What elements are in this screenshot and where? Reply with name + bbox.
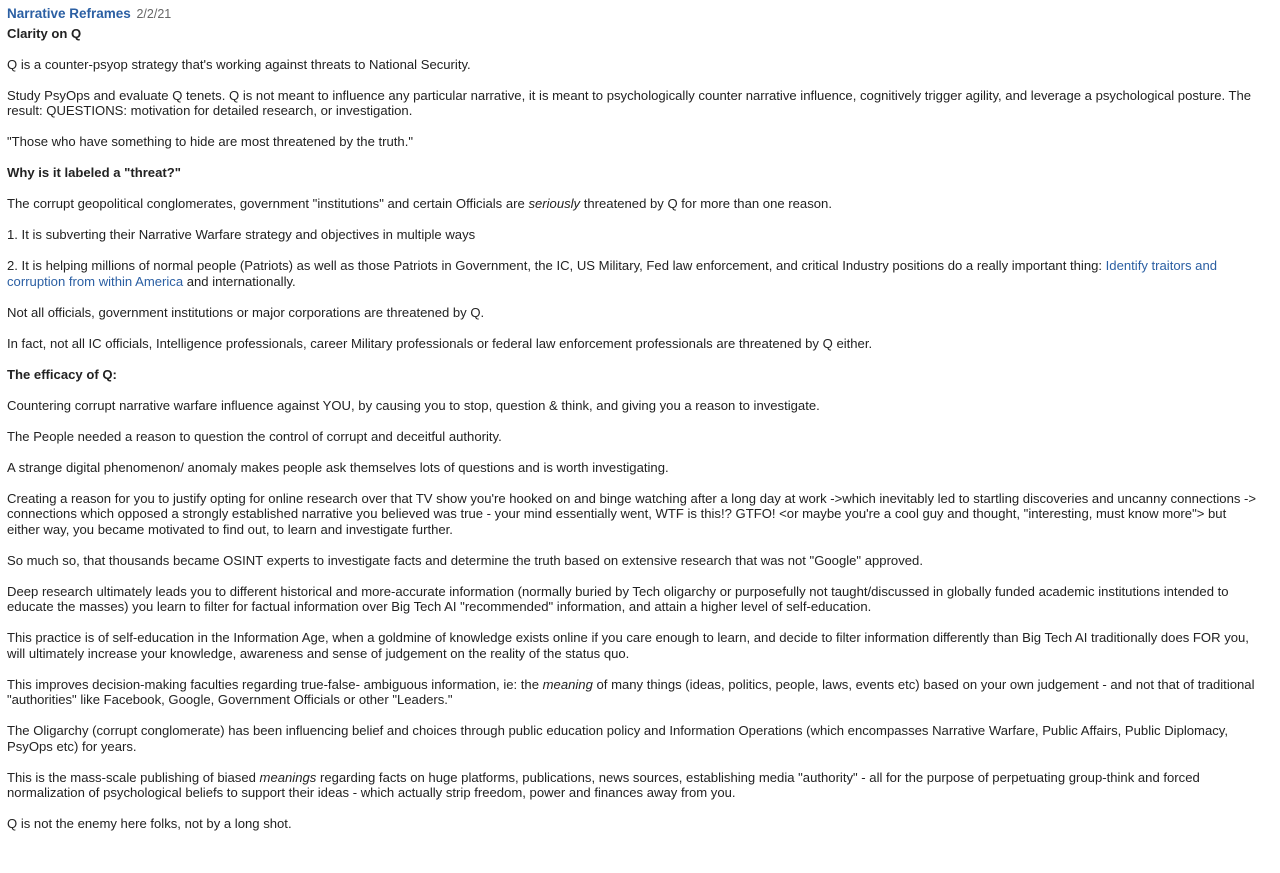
paragraph: Countering corrupt narrative warfare influence against YOU, by causing you to stop, question & think, and giving you a reason to investigate. (7, 397, 820, 413)
highlighted-text: Identify traitors and corruption from within America (7, 258, 1218, 289)
text-span: of many things (ideas, politics, people, laws, events etc) based on your own judgement - and not that of traditional "authorities" like Facebook, Google, Government Officials or other "Leaders." (7, 676, 1255, 707)
emphasis: seriously (528, 196, 581, 211)
list-item (7, 258, 1259, 289)
paragraph: Deep research ultimately leads you to different historical and more-accurate information (normally buried by Tech oligarchy or purposefully not taught/discussed in globally funded academic institutions intended to educate the masses) you learn to filter for factual information over Big Tech AI "recommended" information, and attain a higher level of self-education. (7, 583, 1229, 614)
paragraph (7, 677, 1259, 708)
text-span: threatened by Q for more than one reason. (580, 196, 832, 211)
quote: "Those who have something to hide are most threatened by the truth." (7, 134, 413, 149)
document-date: 2/2/21 (136, 7, 172, 21)
section-heading: The efficacy of Q: (7, 366, 117, 382)
emphasis: meaning (542, 676, 593, 692)
paragraph: In fact, not all IC officials, Intelligence professionals, career Military professionals or federal law enforcement professionals are threatened by Q either. (7, 335, 873, 351)
text-span: and internationally. (183, 273, 296, 289)
paragraph: Q is a counter-psyop strategy that's working against threats to National Security. (7, 56, 471, 72)
text-span: regarding facts on huge platforms, publications, news sources, establishing media "authority" - all for the purpose of perpetuating group-think and forced normalization of psychological beliefs to support their ideas - which actually strip freedom, power and finances away from you. (7, 769, 1200, 800)
paragraph: A strange digital phenomenon/ anomaly makes people ask themselves lots of questions and is worth investigating. (7, 459, 669, 475)
text-span: The corrupt geopolitical conglomerates, government "institutions" and certain Officials are (7, 196, 529, 211)
document-title: Narrative Reframes (7, 6, 131, 21)
document-subtitle: Clarity on Q (7, 25, 82, 41)
paragraph (7, 196, 1259, 212)
paragraph: Not all officials, government institutions or major corporations are threatened by Q. (7, 304, 485, 320)
paragraph: So much so, that thousands became OSINT experts to investigate facts and determine the truth based on extensive research that was not "Google" approved. (7, 552, 923, 568)
paragraph: Creating a reason for you to justify opting for online research over that TV show you're hooked on and binge watching after a long day at work ->which inevitably led to startling discoveries and uncanny connections -> connections which opposed a strongly established narrative you believed was true - your mind essentially went, WTF is this!? GTFO! <or maybe you're a cool guy and thought, "interesting, must know more"> but either way, you became motivated to find out, to learn and investigate further. (7, 490, 1257, 537)
list-item: 1. It is subverting their Narrative Warfare strategy and objectives in multiple ways (7, 227, 476, 242)
paragraph: Q is not the enemy here folks, not by a long shot. (7, 816, 292, 831)
text-span: 2. It is helping millions of normal people (Patriots) as well as those Patriots in Government, the IC, US Military, Fed law enforcement, and critical Industry positions do a really important thing: (7, 258, 1106, 273)
paragraph: The People needed a reason to question the control of corrupt and deceitful authority. (7, 428, 502, 444)
emphasis: meanings (259, 769, 317, 785)
paragraph: Study PsyOps and evaluate Q tenets. Q is not meant to influence any particular narrative, it is meant to psychologically counter narrative influence, cognitively trigger agility, and leverage a psychological posture. The result: QUESTIONS: motivation for detailed research, or investigation. (7, 87, 1252, 118)
paragraph: This practice is of self-education in the Information Age, when a goldmine of knowledge exists online if you care enough to learn, and decide to filter information differently than Big Tech AI traditionally does FOR you, will ultimately increase your knowledge, awareness and sense of judgement on the reality of the status quo. (7, 630, 1249, 661)
paragraph (7, 770, 1259, 801)
text-span: This improves decision-making faculties regarding true-false- ambiguous information, ie: the (7, 676, 543, 692)
section-heading: Why is it labeled a "threat?" (7, 165, 181, 180)
paragraph: The Oligarchy (corrupt conglomerate) has been influencing belief and choices through public education policy and Information Operations (which encompasses Narrative Warfare, Public Affairs, Public Diplomacy, PsyOps etc) for years. (7, 723, 1229, 754)
text-span: This is the mass-scale publishing of biased (7, 769, 260, 785)
document-header (7, 6, 1259, 23)
